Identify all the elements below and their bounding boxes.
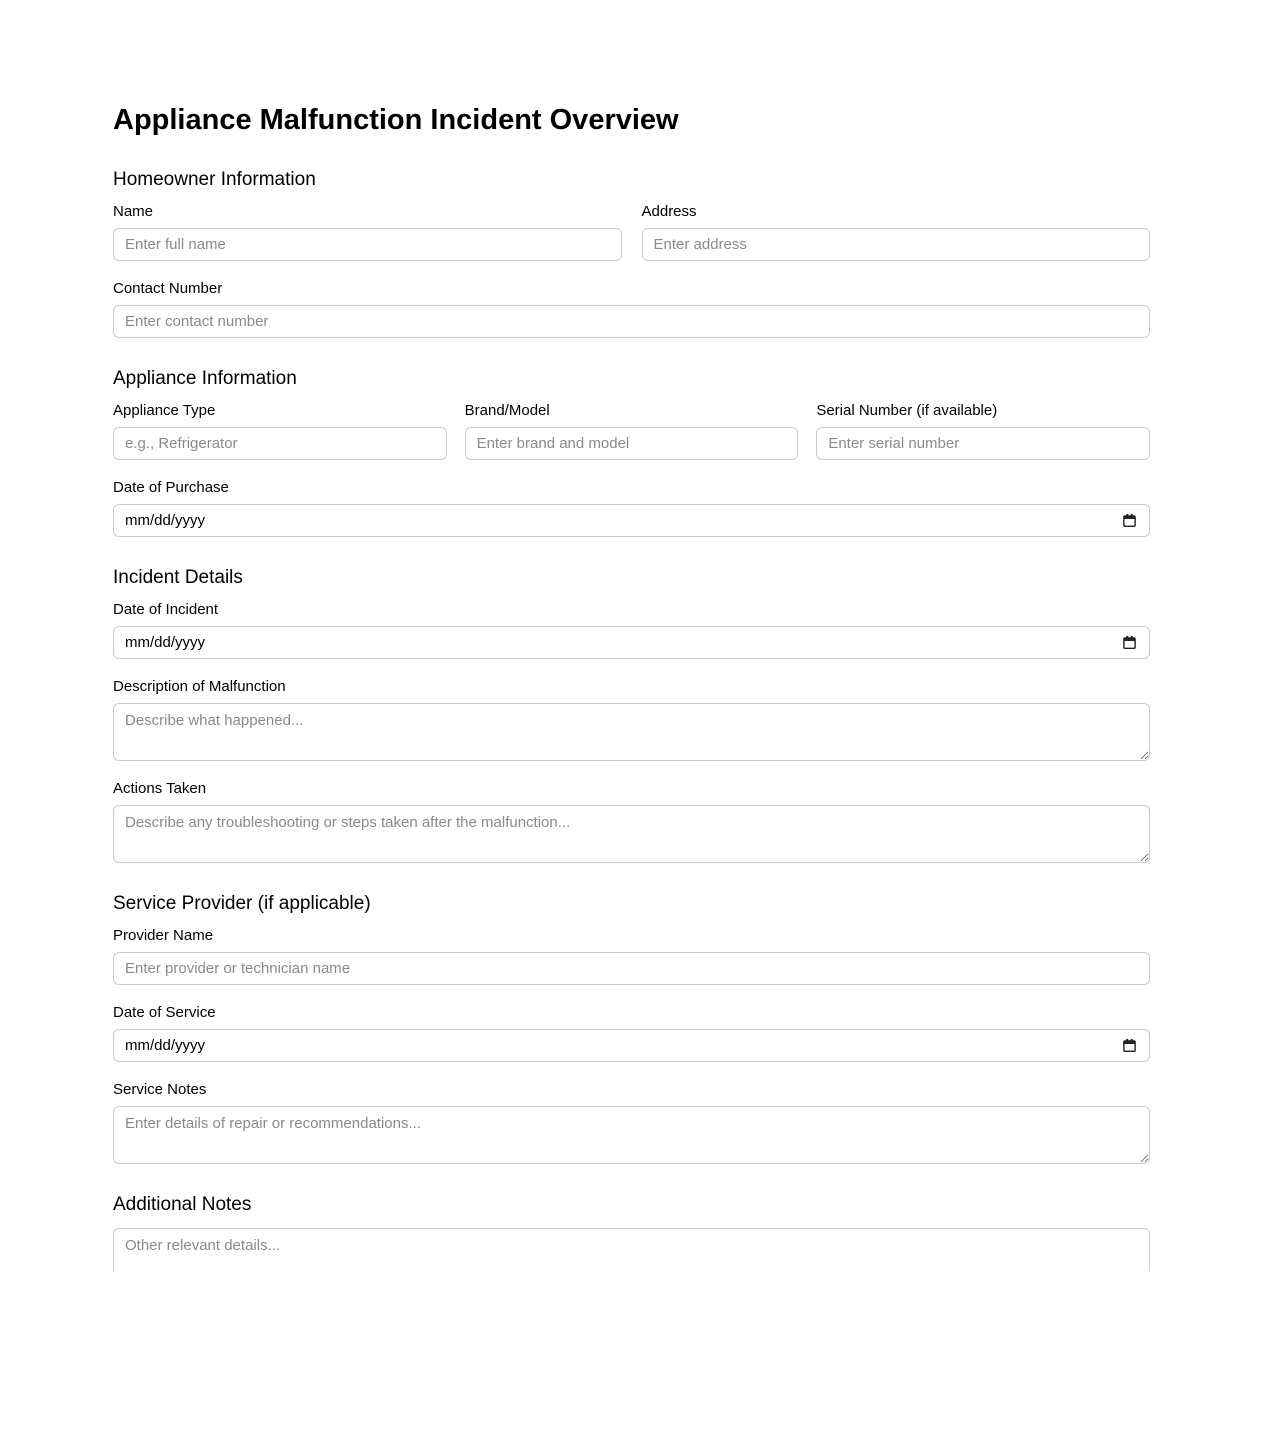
provider-name-input[interactable] bbox=[113, 952, 1150, 985]
brand-model-field bbox=[465, 402, 799, 460]
actions-taken-field bbox=[113, 780, 1150, 863]
section-appliance-information bbox=[113, 368, 1150, 537]
calendar-icon[interactable] bbox=[1122, 513, 1137, 528]
section-incident-details bbox=[113, 567, 1150, 863]
address-input[interactable] bbox=[642, 228, 1151, 261]
section-additional-notes bbox=[113, 1194, 1150, 1271]
description-of-malfunction-field bbox=[113, 678, 1150, 761]
name-label: Name bbox=[113, 203, 154, 220]
date-of-service-field bbox=[113, 1004, 1150, 1062]
contact-number-input[interactable] bbox=[113, 305, 1150, 338]
date-of-incident-field bbox=[113, 601, 1150, 659]
actions-taken-label: Actions Taken bbox=[113, 780, 207, 797]
description-of-malfunction-label: Description of Malfunction bbox=[113, 678, 286, 695]
section-service-provider bbox=[113, 893, 1150, 1164]
calendar-icon[interactable] bbox=[1122, 635, 1137, 650]
date-of-incident-input[interactable] bbox=[113, 626, 1150, 659]
brand-model-label: Brand/Model bbox=[464, 402, 550, 419]
date-of-purchase-label: Date of Purchase bbox=[113, 479, 229, 496]
date-value: mm/dd/yyyy bbox=[125, 1037, 206, 1054]
appliance-type-label: Appliance Type bbox=[113, 402, 216, 419]
service-notes-textarea[interactable] bbox=[113, 1106, 1150, 1164]
date-of-incident-label: Date of Incident bbox=[113, 601, 219, 618]
additional-notes-section-heading: Additional Notes bbox=[113, 1194, 252, 1215]
provider-name-field bbox=[113, 927, 1150, 985]
date-of-purchase-input[interactable] bbox=[113, 504, 1150, 537]
section-homeowner-information bbox=[113, 169, 1150, 338]
brand-model-input[interactable] bbox=[465, 427, 799, 460]
serial-number-input[interactable] bbox=[816, 427, 1150, 460]
date-of-service-label: Date of Service bbox=[113, 1004, 216, 1021]
actions-taken-textarea[interactable] bbox=[113, 805, 1150, 863]
address-field bbox=[642, 203, 1151, 261]
contact-number-field bbox=[113, 280, 1150, 338]
page-title: Appliance Malfunction Incident Overview bbox=[113, 104, 679, 136]
calendar-icon[interactable] bbox=[1122, 1038, 1137, 1053]
name-input[interactable] bbox=[113, 228, 622, 261]
date-of-service-input[interactable] bbox=[113, 1029, 1150, 1062]
description-of-malfunction-textarea[interactable] bbox=[113, 703, 1150, 761]
appliance-section-heading: Appliance Information bbox=[113, 368, 297, 389]
serial-number-label: Serial Number (if available) bbox=[816, 402, 998, 419]
name-field bbox=[113, 203, 622, 261]
service-notes-field bbox=[113, 1081, 1150, 1164]
serial-number-field bbox=[816, 402, 1150, 460]
provider-name-label: Provider Name bbox=[113, 927, 214, 944]
contact-number-label: Contact Number bbox=[113, 280, 223, 297]
service-provider-section-heading: Service Provider (if applicable) bbox=[113, 893, 371, 914]
incident-section-heading: Incident Details bbox=[113, 567, 243, 588]
homeowner-section-heading: Homeowner Information bbox=[113, 169, 316, 190]
additional-notes-clip bbox=[113, 1228, 1150, 1271]
date-value: mm/dd/yyyy bbox=[125, 512, 206, 529]
appliance-type-input[interactable] bbox=[113, 427, 447, 460]
address-label: Address bbox=[641, 203, 697, 220]
appliance-type-field bbox=[113, 402, 447, 460]
date-of-purchase-field bbox=[113, 479, 1150, 537]
additional-notes-textarea[interactable] bbox=[113, 1228, 1150, 1271]
date-value: mm/dd/yyyy bbox=[125, 634, 206, 651]
service-notes-label: Service Notes bbox=[113, 1081, 207, 1098]
